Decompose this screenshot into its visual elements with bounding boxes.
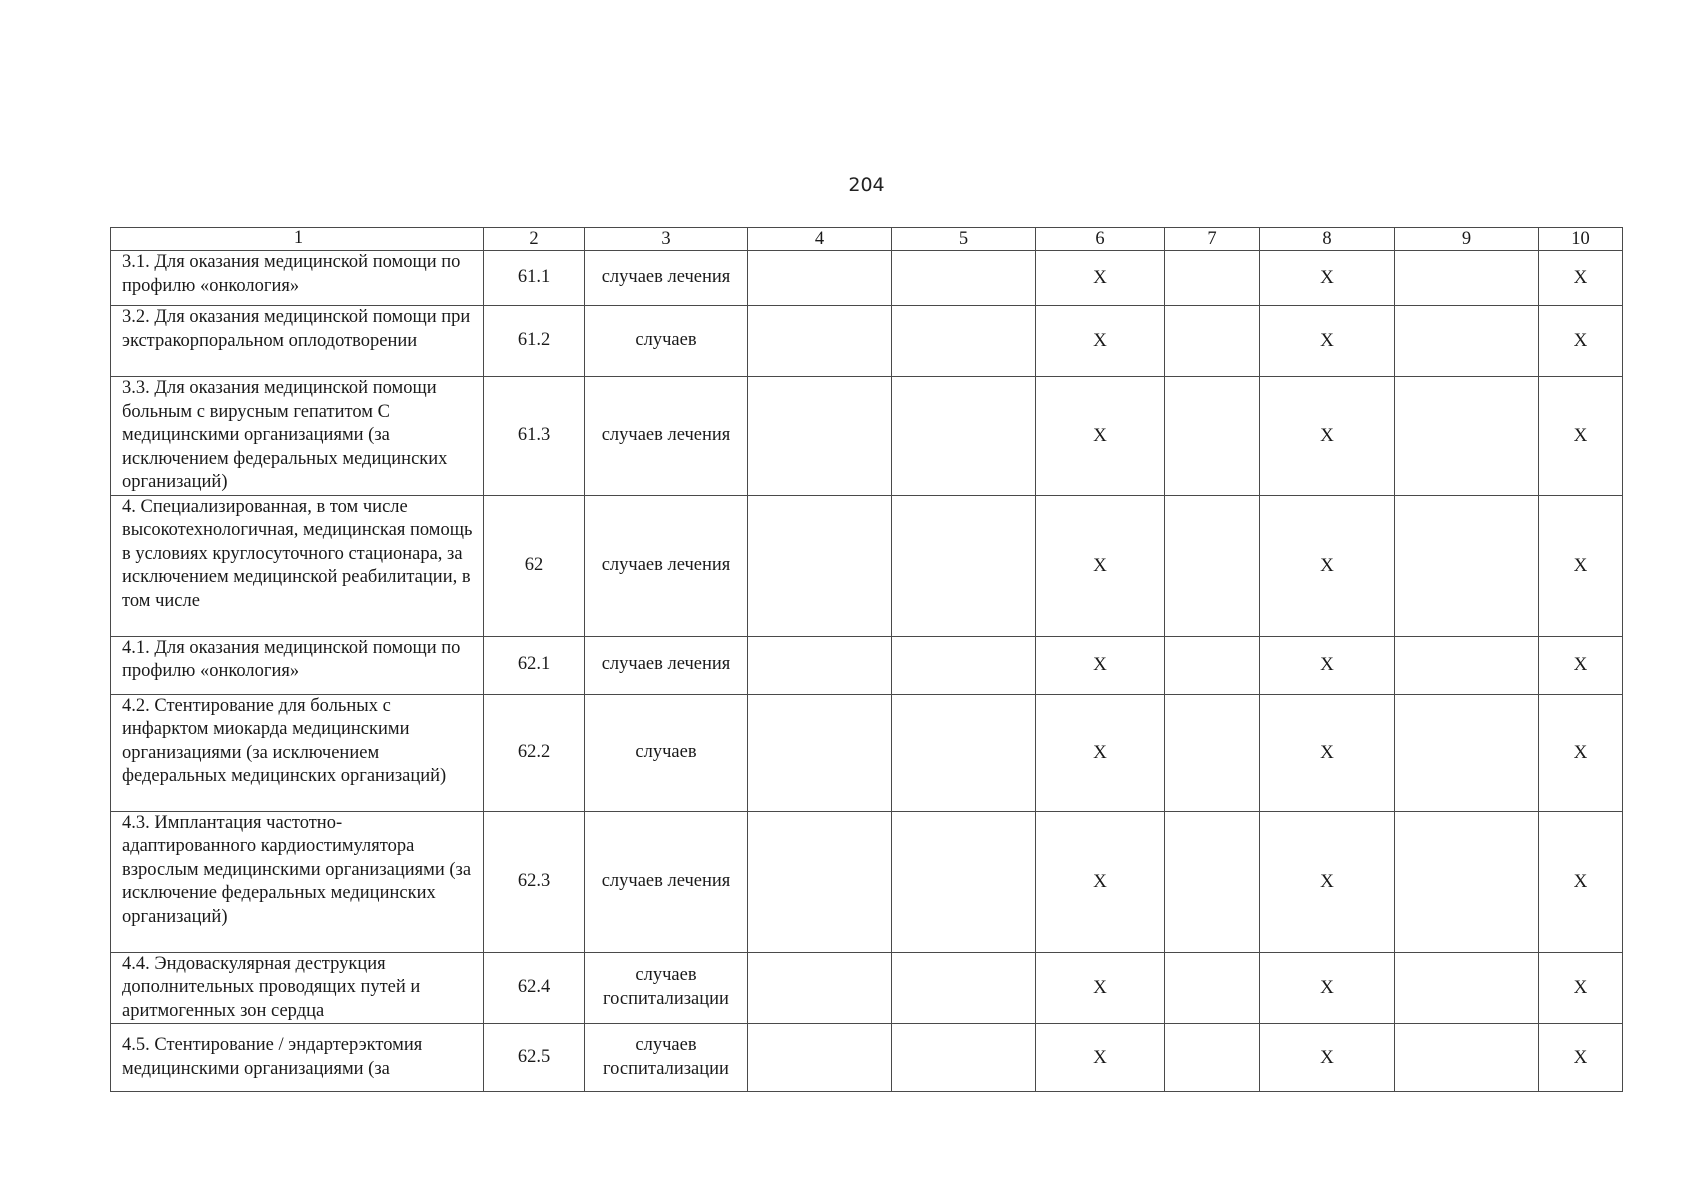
page-number: 204 xyxy=(848,174,885,196)
row-col10-cell: X xyxy=(1539,636,1623,694)
row-col9-cell xyxy=(1395,251,1539,306)
row-col9-cell xyxy=(1395,811,1539,952)
row-code-cell: 62.1 xyxy=(484,636,585,694)
row-col7-cell xyxy=(1165,1024,1260,1092)
row-col4-cell xyxy=(748,306,892,377)
row-col5-cell xyxy=(892,495,1036,636)
column-header-10: 10 xyxy=(1539,228,1623,251)
row-code-cell: 61.1 xyxy=(484,251,585,306)
row-col7-cell xyxy=(1165,694,1260,811)
row-col4-cell xyxy=(748,811,892,952)
row-col7-cell xyxy=(1165,495,1260,636)
column-header-3: 3 xyxy=(585,228,748,251)
row-col5-cell xyxy=(892,251,1036,306)
table-row xyxy=(111,636,1623,694)
row-col5-cell xyxy=(892,811,1036,952)
row-col6-cell: X xyxy=(1036,952,1165,1024)
row-col5-cell xyxy=(892,306,1036,377)
row-code-cell: 62.4 xyxy=(484,952,585,1024)
column-header-1: 1 xyxy=(111,228,484,251)
table-row xyxy=(111,1024,1623,1092)
row-col9-cell xyxy=(1395,377,1539,496)
row-col8-cell: X xyxy=(1260,952,1395,1024)
row-name-cell: 4.3. Имплантация частотно-адаптированного кардиостимулятора взрослым медицинскими организациями (за исключение федеральных медицинских организаций) xyxy=(111,811,484,952)
row-col8-cell: X xyxy=(1260,377,1395,496)
row-col5-cell xyxy=(892,952,1036,1024)
row-col8-cell: X xyxy=(1260,1024,1395,1092)
row-col5-cell xyxy=(892,636,1036,694)
table-row xyxy=(111,952,1623,1024)
row-col10-cell: X xyxy=(1539,251,1623,306)
row-col4-cell xyxy=(748,636,892,694)
row-col5-cell xyxy=(892,1024,1036,1092)
row-col4-cell xyxy=(748,377,892,496)
row-col7-cell xyxy=(1165,811,1260,952)
row-col10-cell: X xyxy=(1539,1024,1623,1092)
row-unit-cell: случаев госпитализации xyxy=(585,952,748,1024)
row-col7-cell xyxy=(1165,952,1260,1024)
row-col5-cell xyxy=(892,377,1036,496)
row-col9-cell xyxy=(1395,952,1539,1024)
row-col7-cell xyxy=(1165,377,1260,496)
column-header-4: 4 xyxy=(748,228,892,251)
row-col10-cell: X xyxy=(1539,377,1623,496)
row-name-cell: 3.2. Для оказания медицинской помощи при экстракорпоральном оплодотворении xyxy=(111,306,484,377)
row-unit-cell: случаев лечения xyxy=(585,811,748,952)
row-col6-cell: X xyxy=(1036,811,1165,952)
row-col9-cell xyxy=(1395,694,1539,811)
row-col4-cell xyxy=(748,495,892,636)
column-header-8: 8 xyxy=(1260,228,1395,251)
row-col4-cell xyxy=(748,694,892,811)
row-unit-cell: случаев лечения xyxy=(585,251,748,306)
row-code-cell: 62.2 xyxy=(484,694,585,811)
row-col4-cell xyxy=(748,251,892,306)
row-unit-cell: случаев госпитализации xyxy=(585,1024,748,1092)
row-col9-cell xyxy=(1395,1024,1539,1092)
row-col5-cell xyxy=(892,694,1036,811)
row-name-cell: 4.1. Для оказания медицинской помощи по профилю «онкология» xyxy=(111,636,484,694)
row-code-cell: 62.3 xyxy=(484,811,585,952)
column-header-9: 9 xyxy=(1395,228,1539,251)
row-col4-cell xyxy=(748,1024,892,1092)
row-col8-cell: X xyxy=(1260,694,1395,811)
row-col8-cell: X xyxy=(1260,495,1395,636)
row-unit-cell: случаев лечения xyxy=(585,636,748,694)
row-name-cell: 3.1. Для оказания медицинской помощи по профилю «онкология» xyxy=(111,251,484,306)
row-name-cell: 4. Специализированная, в том числе высокотехнологичная, медицинская помощь в условиях круглосуточного стационара, за исключением медицинской реабилитации, в том числе xyxy=(111,495,484,636)
row-col7-cell xyxy=(1165,251,1260,306)
row-code-cell: 61.2 xyxy=(484,306,585,377)
row-name-cell: 3.3. Для оказания медицинской помощи больным с вирусным гепатитом С медицинскими организациями (за исключением федеральных медицинских организаций) xyxy=(111,377,484,496)
row-code-cell: 61.3 xyxy=(484,377,585,496)
report-table xyxy=(110,227,1623,1092)
row-col10-cell: X xyxy=(1539,306,1623,377)
row-col8-cell: X xyxy=(1260,811,1395,952)
row-col10-cell: X xyxy=(1539,952,1623,1024)
row-unit-cell: случаев лечения xyxy=(585,495,748,636)
row-col6-cell: X xyxy=(1036,1024,1165,1092)
column-header-2: 2 xyxy=(484,228,585,251)
table-row xyxy=(111,694,1623,811)
row-code-cell: 62 xyxy=(484,495,585,636)
row-col6-cell: X xyxy=(1036,694,1165,811)
row-col6-cell: X xyxy=(1036,251,1165,306)
row-col7-cell xyxy=(1165,306,1260,377)
row-col4-cell xyxy=(748,952,892,1024)
row-col6-cell: X xyxy=(1036,377,1165,496)
column-header-7: 7 xyxy=(1165,228,1260,251)
row-col8-cell: X xyxy=(1260,306,1395,377)
table-row xyxy=(111,251,1623,306)
table-row xyxy=(111,495,1623,636)
row-col10-cell: X xyxy=(1539,495,1623,636)
row-col6-cell: X xyxy=(1036,636,1165,694)
table-row xyxy=(111,811,1623,952)
row-col6-cell: X xyxy=(1036,495,1165,636)
row-col6-cell: X xyxy=(1036,306,1165,377)
row-code-cell: 62.5 xyxy=(484,1024,585,1092)
row-col10-cell: X xyxy=(1539,811,1623,952)
row-col8-cell: X xyxy=(1260,636,1395,694)
column-number-row xyxy=(111,228,1623,251)
row-col7-cell xyxy=(1165,636,1260,694)
row-unit-cell: случаев лечения xyxy=(585,377,748,496)
row-unit-cell: случаев xyxy=(585,306,748,377)
row-col9-cell xyxy=(1395,636,1539,694)
row-name-cell: 4.4. Эндоваскулярная деструкция дополнительных проводящих путей и аритмогенных зон сердца xyxy=(111,952,484,1024)
row-name-cell: 4.2. Стентирование для больных с инфарктом миокарда медицинскими организациями (за исключением федеральных медицинских организаций) xyxy=(111,694,484,811)
column-header-6: 6 xyxy=(1036,228,1165,251)
row-unit-cell: случаев xyxy=(585,694,748,811)
table-row xyxy=(111,377,1623,496)
row-col9-cell xyxy=(1395,306,1539,377)
row-name-cell: 4.5. Стентирование / эндартерэктомия медицинскими организациями (за xyxy=(111,1024,484,1092)
column-header-5: 5 xyxy=(892,228,1036,251)
table-row xyxy=(111,306,1623,377)
row-col10-cell: X xyxy=(1539,694,1623,811)
row-col9-cell xyxy=(1395,495,1539,636)
row-col8-cell: X xyxy=(1260,251,1395,306)
